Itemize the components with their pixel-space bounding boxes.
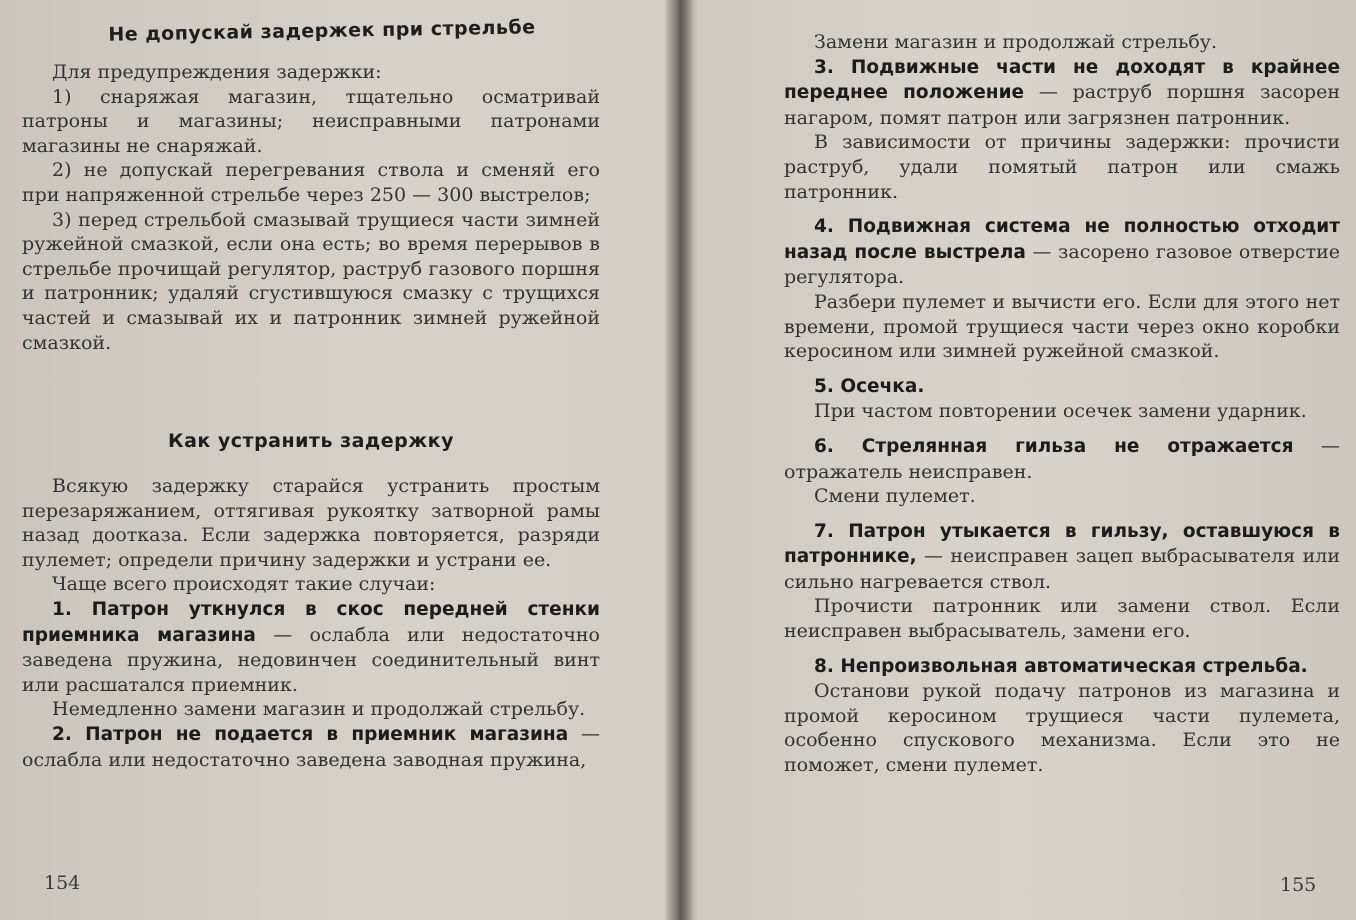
- fix-block: [22, 474, 600, 772]
- case-4-title: 4. Подвижная система не полностью отходит назад после выстрела: [784, 216, 1340, 263]
- case-1-title: 1. Патрон уткнулся в скос передней стенки приемника магазина: [22, 598, 600, 646]
- case-6-title: 6. Стрелянная гильза не отражается: [814, 435, 1294, 457]
- continued-text: Замени магазин и продолжай стрельбу.: [814, 31, 1217, 53]
- case-3-title: 3. Подвижные части не доходят в крайнее переднее положение: [784, 56, 1340, 104]
- case-3: [784, 55, 1340, 131]
- page-number-right: 155: [1280, 874, 1317, 896]
- case-5: [784, 374, 1340, 400]
- case-2-text: — ослабла или недостаточно заведена заводная пружина,: [22, 722, 600, 771]
- case-1-text: — ослабла или недостаточно заведена пружина, недовинчен соединительный винт или расшатался приемник.: [22, 623, 600, 696]
- cases-intro: Чаще всего происходят такие случаи:: [52, 573, 436, 596]
- case-5-fix: При частом повторении осечек замени ударник.: [814, 400, 1307, 423]
- case-2-title: 2. Патрон не подается в приемник магазина: [52, 723, 569, 745]
- case-6: [784, 434, 1340, 484]
- case-3-fix: В зависимости от причины задержки: прочисти раструб, удали помятый патрон или смажь патронник.: [784, 131, 1340, 203]
- case-2: [22, 722, 600, 772]
- case-1: [22, 597, 600, 697]
- left-page: [22, 0, 600, 920]
- prevention-item-2: 2) не допускай перегревания ствола и сменяй его при напряженной стрельбе через 250 — 300 выстрелов;: [22, 159, 600, 206]
- case-1-fix: Немедленно замени магазин и продолжай стрельбу.: [52, 698, 586, 721]
- page-number-left: 154: [44, 872, 81, 894]
- case-6-text: — отражатель неисправен.: [784, 434, 1340, 483]
- case-7-title: 7. Патрон утыкается в гильзу, оставшуюся в патроннике,: [784, 520, 1340, 568]
- right-text-block: [784, 30, 1340, 778]
- prevention-item-3: 3) перед стрельбой смазывай трущиеся части зимней ружейной смазкой, если она есть; во время перерывов в стрельбе прочищай регулятор, раструб газового поршня и патронник; удаляй сгустившуюся смазку с трущихся частей и смазывай их и патронник зимней ружейной смазкой.: [22, 208, 600, 354]
- heading-no-delays: Не допускай задержек при стрельбе: [108, 16, 536, 46]
- case-7-text: — неисправен зацеп выбрасывателя или сильно нагревается ствол.: [784, 545, 1340, 593]
- case-8-fix: Останови рукой подачу патронов из магазина и промой керосином трущиеся части пулемета, особенно спускового механизма. Если это не поможет, смени пулемет.: [784, 680, 1340, 777]
- case-7: [784, 519, 1340, 595]
- prevention-item-1: 1) снаряжая магазин, тщательно осматривай патроны и магазины; неисправными патронами магазины не снаряжай.: [22, 85, 600, 157]
- right-page: [784, 0, 1340, 920]
- case-8-title: 8. Непроизвольная автоматическая стрельба.: [814, 655, 1308, 677]
- case-5-title: 5. Осечка.: [814, 375, 925, 397]
- prevention-intro: Для предупреждения задержки:: [52, 61, 382, 83]
- case-3-text: — раструб поршня засорен нагаром, помят патрон или загрязнен патронник.: [784, 81, 1340, 129]
- fix-intro: Всякую задержку старайся устранить простым перезаряжанием, оттягивая рукоятку затворной рамы назад доотказа. Если задержка повторяется, разряди пулемет; определи причину задержки и устрани ее.: [22, 475, 600, 571]
- case-6-fix: Смени пулемет.: [814, 485, 976, 508]
- case-4-text: — засорено газовое отверстие регулятора.: [784, 240, 1341, 289]
- case-7-fix: Прочисти патронник или замени ствол. Если неисправен выбрасыватель, замени его.: [784, 595, 1340, 643]
- case-4: [784, 214, 1340, 290]
- heading-fix-delay: Как устранить задержку: [168, 430, 454, 452]
- book-gutter: [664, 0, 694, 920]
- case-4-fix: Разбери пулемет и вычисти его. Если для этого нет времени, промой трущиеся части через окно коробки керосином или зимней ружейной смазкой.: [784, 290, 1340, 363]
- case-8: [784, 654, 1340, 680]
- prevention-block: [22, 60, 600, 355]
